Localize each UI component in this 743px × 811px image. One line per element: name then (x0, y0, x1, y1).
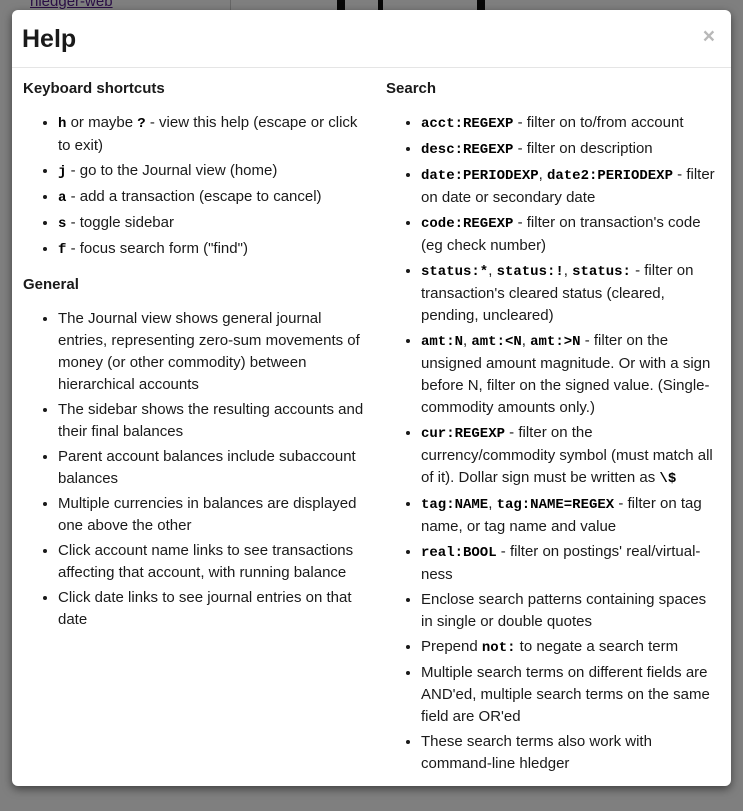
list-item: • status:*, status:!, status: - filter on transaction's cleared status (cleared, pending, uncleared) (421, 260, 721, 327)
code-term: status:! (496, 264, 564, 280)
code-term: f (58, 242, 67, 258)
left-column (23, 79, 372, 645)
right-column (372, 79, 721, 786)
code-term: status: (572, 264, 631, 280)
list-item: • cur:REGEXP - filter on the currency/commodity symbol (must match all of it). Dollar sign must be written as \$ (421, 422, 721, 490)
list-item: • Prepend not: to negate a search term (421, 636, 721, 659)
general-list (23, 308, 372, 631)
modal-title: Help (22, 25, 77, 53)
list-item: • acct:REGEXP - filter on to/from account (421, 112, 721, 135)
list-item: • The Journal view shows general journal entries, representing zero-sum movements of money (or other commodity) between hierarchical accounts (58, 308, 372, 396)
list-item: • Multiple search terms on different fields are AND'ed, multiple search terms on the same field are OR'ed (421, 662, 721, 728)
code-term: date2:PERIODEXP (546, 168, 673, 184)
list-item: • These search terms also work with command-line hledger (421, 731, 721, 775)
code-term: cur:REGEXP (421, 426, 506, 442)
list-item: • Enclose search patterns containing spaces in single or double quotes (421, 589, 721, 633)
code-term: code:REGEXP (421, 216, 514, 232)
list-item: • Parent account balances include subaccount balances (58, 446, 372, 490)
list-item: • date:PERIODEXP, date2:PERIODEXP - filter on date or secondary date (421, 164, 721, 209)
list-item: • The sidebar shows the resulting accounts and their final balances (58, 399, 372, 443)
section-heading-general: General (23, 276, 79, 293)
code-term: j (58, 164, 67, 180)
section-heading-keyboard-shortcuts: Keyboard shortcuts (23, 80, 165, 97)
help-modal (12, 10, 731, 786)
code-term: h (58, 116, 67, 132)
code-term: acct:REGEXP (421, 116, 514, 132)
search-terms-list (386, 112, 721, 775)
list-item: • amt:N, amt:<N, amt:>N - filter on the unsigned amount magnitude. Or with a sign before N, filter on the signed value. (Single-commodity amounts only.) (421, 330, 721, 419)
code-term: amt:>N (530, 334, 581, 350)
list-item: • h or maybe ? - view this help (escape or click to exit) (58, 112, 372, 157)
code-term: status:* (421, 264, 489, 280)
list-item: • code:REGEXP - filter on transaction's code (eg check number) (421, 212, 721, 257)
list-item: • j - go to the Journal view (home) (58, 160, 372, 183)
close-icon[interactable]: × (702, 25, 715, 48)
list-item: • Multiple currencies in balances are displayed one above the other (58, 493, 372, 537)
modal-body (12, 68, 731, 786)
code-term: date:PERIODEXP (421, 168, 539, 184)
code-term: a (58, 190, 67, 206)
code-term: tag:NAME=REGEX (496, 497, 615, 513)
modal-header (12, 10, 731, 68)
list-item: • a - add a transaction (escape to cancel) (58, 186, 372, 209)
list-item: • real:BOOL - filter on postings' real/virtual-ness (421, 541, 721, 586)
list-item: • tag:NAME, tag:NAME=REGEX - filter on tag name, or tag name and value (421, 493, 721, 538)
code-term: ? (137, 116, 146, 132)
code-term: not: (481, 640, 516, 656)
keyboard-shortcuts-list (23, 112, 372, 261)
code-term: desc:REGEXP (421, 142, 514, 158)
code-term: amt:N (421, 334, 464, 350)
code-term: tag:NAME (421, 497, 489, 513)
list-item: • Click account name links to see transactions affecting that account, with running balance (58, 540, 372, 584)
code-term: amt:<N (471, 334, 522, 350)
code-term: real:BOOL (421, 545, 497, 561)
code-term: \$ (659, 471, 677, 487)
list-item: • desc:REGEXP - filter on description (421, 138, 721, 161)
list-item: • Click date links to see journal entries on that date (58, 587, 372, 631)
code-term: s (58, 216, 67, 232)
list-item: • s - toggle sidebar (58, 212, 372, 235)
list-item: • f - focus search form ("find") (58, 238, 372, 261)
section-heading-search: Search (386, 80, 437, 97)
